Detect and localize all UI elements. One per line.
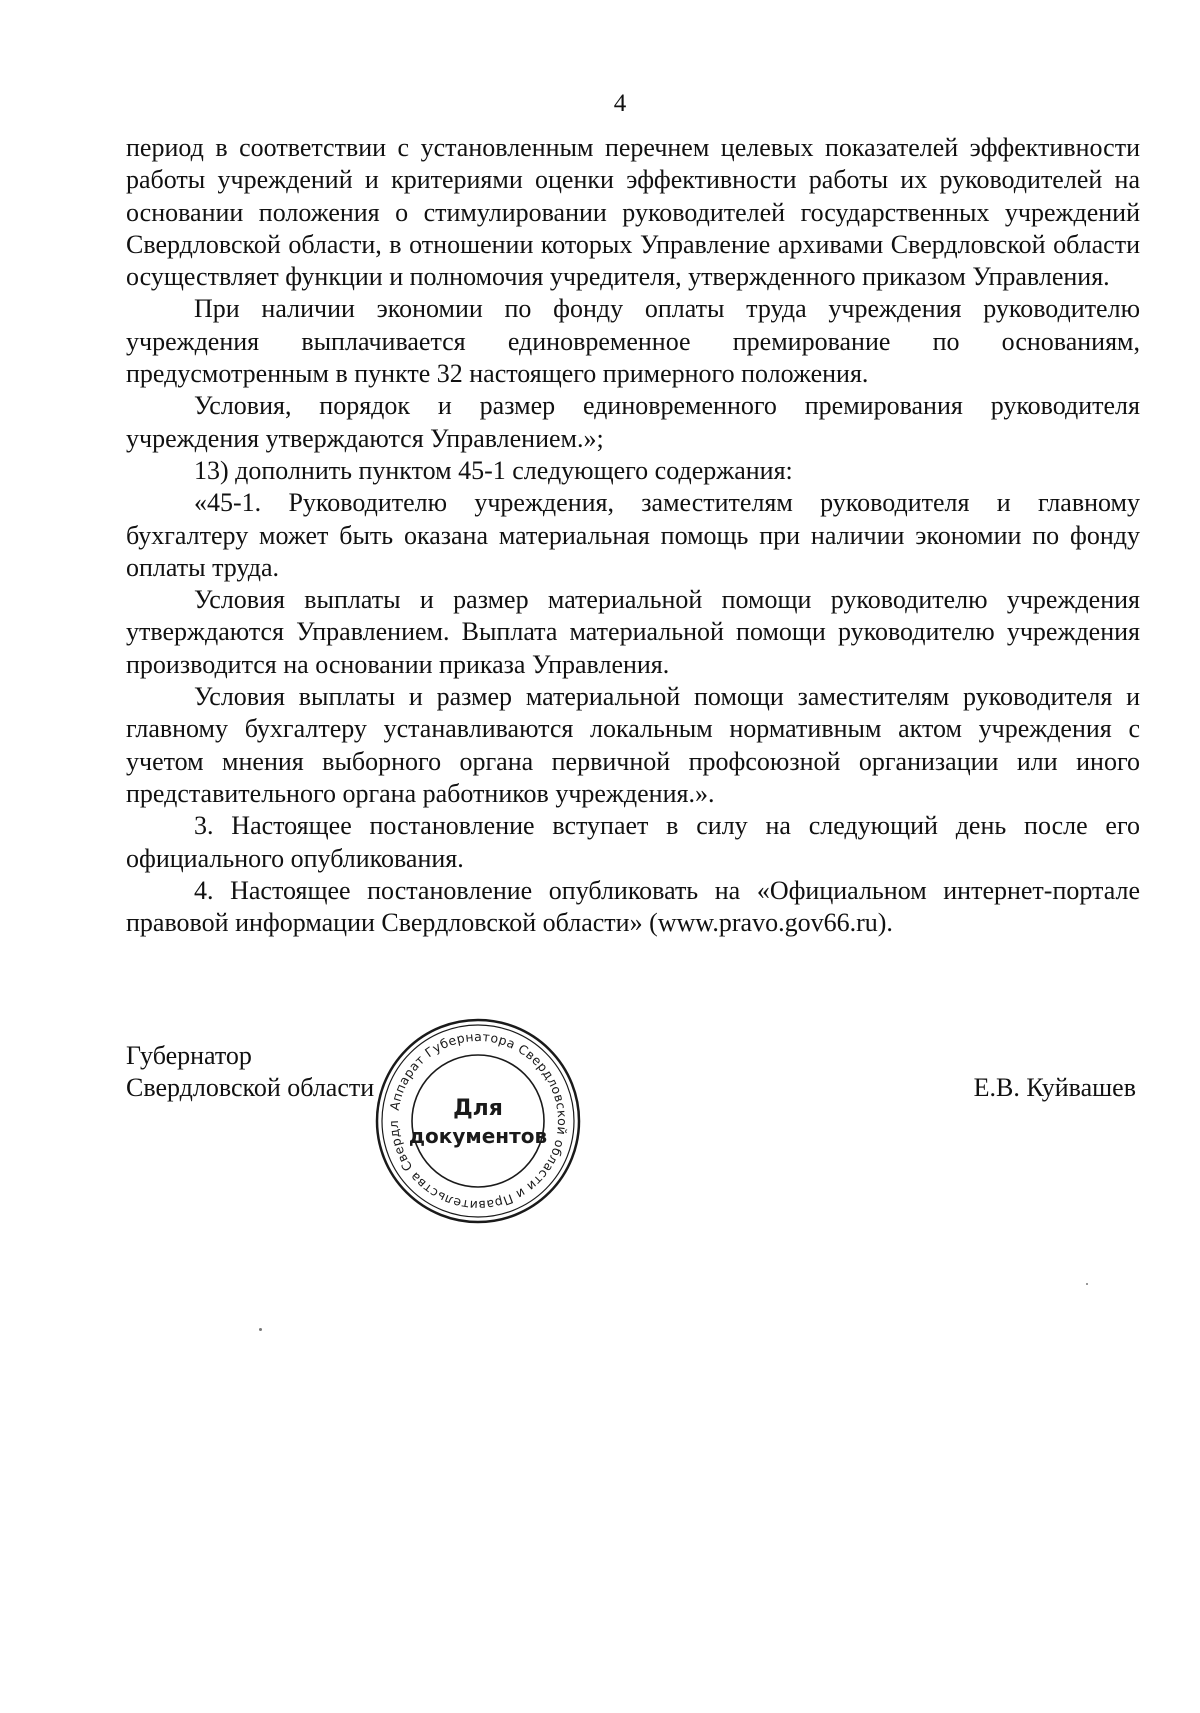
paragraph-6: Условия выплаты и размер материальной помощи руководителю учреждения утверждаются Управлением. Выплата материальной помощи руководителю учреждения производится на основании приказа Управления. [126, 585, 1140, 679]
signer-name: Е.В. Куйвашев [973, 1073, 1136, 1102]
stamp-seal-icon [372, 1015, 584, 1227]
signature-position [126, 1040, 374, 1105]
paragraph-2: При наличии экономии по фонду оплаты труда учреждения руководителю учреждения выплачивается единовременное премирование по основаниям, предусмотренным в пункте 32 настоящего примерного положения. [126, 294, 1140, 389]
paragraph-7: Условия выплаты и размер материальной помощи заместителям руководителя и главному бухгалтеру устанавливаются локальным нормативным актом учреждения с учетом мнения выборного органа первичной профсоюзной организации или иного представительного органа работников учреждения.». [126, 682, 1140, 808]
paragraph-5: «45-1. Руководителю учреждения, заместителям руководителя и главному бухгалтеру может быть оказана материальная помощь при наличии экономии по фонду оплаты труда. [126, 488, 1140, 582]
stamp-ring-text: Аппарат Губернатора Свердловской области и Правительства Свердл [385, 1028, 571, 1214]
paragraph-8: 3. Настоящее постановление вступает в силу на следующий день после его официального опубликования. [126, 811, 1140, 873]
paragraph-9: 4. Настоящее постановление опубликовать на «Официальном интернет-портале правовой информации Свердловской области» (www.pravo.gov66.ru). [126, 875, 1140, 938]
paragraph-4: 13) дополнить пунктом 45-1 следующего содержания: [194, 455, 793, 485]
scan-speck [1086, 1283, 1088, 1285]
stamp-center-line2: документов [408, 1124, 548, 1148]
signature-position-line2: Свердловской области [126, 1073, 375, 1103]
official-stamp [372, 1015, 584, 1227]
stamp-center-line1: Для [453, 1096, 503, 1121]
paragraph-3: Условия, порядок и размер единовременного премирования руководителя учреждения утверждаются Управлением.»; [126, 391, 1140, 453]
page-number: 4 [613, 90, 627, 117]
document-body [126, 132, 1140, 939]
signature-position-line1: Губернатор [126, 1041, 252, 1070]
paragraph-1: период в соответствии с установленным перечнем целевых показателей эффективности работы учреждений и критериями оценки эффективности работы их руководителей на основании положения о стимулировании руководителей государственных учреждений Свердловской области, в отношении которых Управление архивами Свердловской области осуществляет функции и полномочия учредителя, утвержденного приказом Управления. [126, 133, 1140, 292]
scan-speck [259, 1328, 262, 1331]
